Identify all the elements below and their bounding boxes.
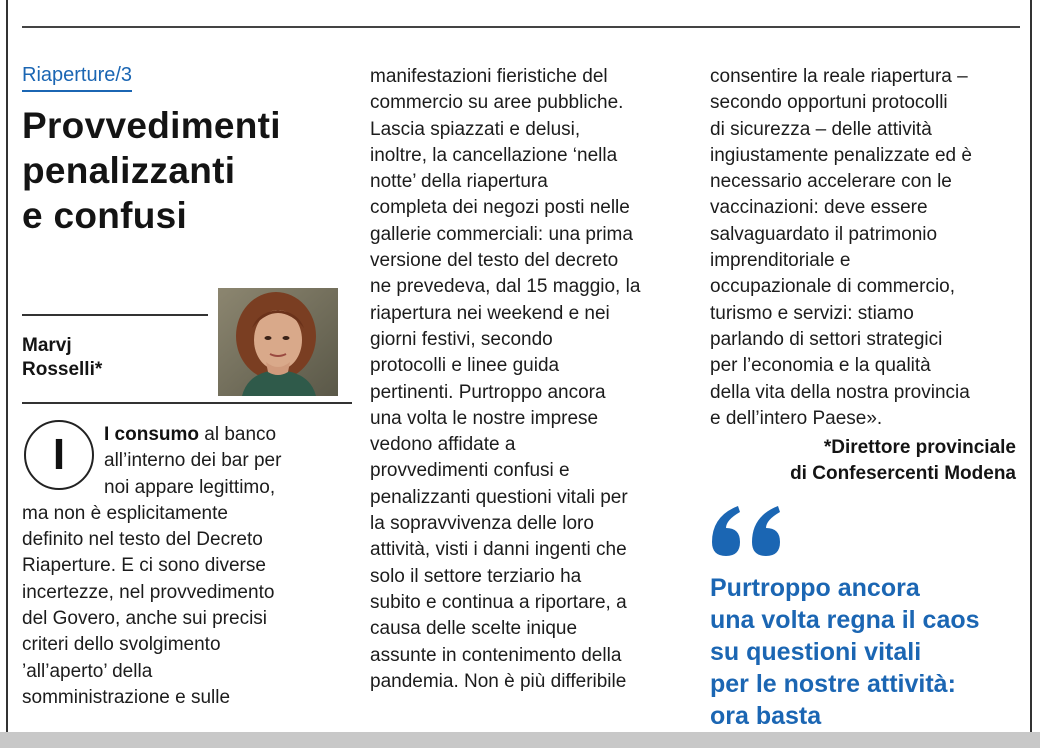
author-last-name: Rosselli*: [22, 359, 103, 380]
pull-quote: [710, 572, 1030, 732]
text-line: una volta le nostre imprese: [370, 407, 599, 429]
text-line: riapertura nei weekend e nei: [370, 302, 610, 324]
text-line: di sicurezza – delle attività: [710, 118, 932, 140]
text-line: secondo opportuni protocolli: [710, 92, 948, 114]
text-line: pandemia. Non è più differibile: [370, 670, 627, 692]
text-line: giorni festivi, secondo: [370, 328, 553, 350]
text-line: assunte in contenimento della: [370, 644, 622, 666]
text-line: ne prevedeva, dal 15 maggio, la: [370, 276, 641, 298]
text-span: al banco: [199, 424, 277, 445]
pull-quote-line: ora basta: [710, 702, 822, 730]
text-line: della vita della nostra provincia: [710, 381, 970, 403]
article-column-3: [710, 64, 1020, 432]
frame-right-border: [1030, 0, 1032, 732]
article-column-2: [370, 64, 690, 695]
text-line: solo il settore terziario ha: [370, 565, 582, 587]
text-line: ma non è esplicitamente: [22, 502, 228, 524]
headline: [22, 103, 342, 238]
text-line: noi appare legittimo,: [104, 476, 276, 498]
text-line: salvaguardato il patrimonio: [710, 223, 938, 245]
text-line: Riaperture. E ci sono diverse: [22, 555, 266, 577]
text-line: all’interno dei bar per: [104, 450, 282, 472]
text-line: attività, visti i danni ingenti che: [370, 539, 627, 561]
text-line: turismo e servizi: stiamo: [710, 302, 914, 324]
signature-line: *Direttore provinciale: [823, 437, 1016, 458]
article-column-1: [22, 422, 352, 711]
drop-cap: I: [24, 420, 94, 490]
quote-marks-icon: [708, 502, 788, 558]
text-line: inoltre, la cancellazione ‘nella: [370, 144, 618, 166]
text-line: consentire la reale riapertura –: [710, 66, 968, 87]
top-rule: [22, 26, 1020, 28]
text-line: gallerie commerciali: una prima: [370, 223, 633, 245]
text-line: parlando di settori strategici: [710, 328, 943, 350]
text-line: Lascia spiazzati e delusi,: [370, 118, 581, 140]
signature-line: di Confesercenti Modena: [790, 463, 1016, 484]
author-signature: [710, 435, 1016, 487]
frame-bottom-bar: [0, 732, 1040, 748]
headline-line: e confusi: [22, 195, 188, 236]
text-line: necessario accelerare con le: [710, 171, 952, 193]
text-line: manifestazioni fieristiche del: [370, 66, 608, 87]
author-name: [22, 334, 202, 382]
text-line: causa delle scelte inique: [370, 618, 578, 640]
pull-quote-line: su questioni vitali: [710, 638, 922, 666]
text-line: completa dei negozi posti nelle: [370, 197, 630, 219]
text-line: pertinenti. Purtroppo ancora: [370, 381, 606, 403]
section-label: Riaperture/3: [22, 64, 132, 92]
text-line: e dell’intero Paese».: [710, 407, 883, 429]
text-line: del Govero, anche sui precisi: [22, 608, 268, 630]
text-line: ingiustamente penalizzate ed è: [710, 144, 972, 166]
author-first-name: Marvj: [22, 335, 72, 356]
text-line: vedono affidate a: [370, 434, 516, 456]
text-line: criteri dello svolgimento: [22, 634, 221, 656]
text-line: subito e continua a riportare, a: [370, 591, 627, 613]
text-line: imprenditoriale e: [710, 250, 851, 272]
pull-quote-line: una volta regna il caos: [710, 606, 980, 634]
text-line: commercio su aree pubbliche.: [370, 92, 624, 114]
headline-line: Provvedimenti: [22, 105, 281, 146]
headline-line: penalizzanti: [22, 150, 236, 191]
text-line: versione del testo del decreto: [370, 250, 619, 272]
text-line: per l’economia e la qualità: [710, 355, 931, 377]
author-photo: [218, 288, 338, 396]
text-line: somministrazione e sulle: [22, 686, 231, 708]
text-line: incertezze, nel provvedimento: [22, 581, 275, 603]
body-rule: [22, 402, 352, 404]
text-line: provvedimenti confusi e: [370, 460, 570, 482]
text-line: vaccinazioni: deve essere: [710, 197, 928, 219]
pull-quote-line: Purtroppo ancora: [710, 574, 920, 602]
text-line: penalizzanti questioni vitali per: [370, 486, 628, 508]
text-line: definito nel testo del Decreto: [22, 529, 263, 551]
author-rule: [22, 314, 208, 316]
lead-bold-text: I consumo: [104, 424, 200, 445]
text-line: [22, 422, 352, 448]
text-line: notte’ della riapertura: [370, 171, 548, 193]
author-portrait-icon: [218, 288, 338, 396]
frame-left-border: [6, 0, 8, 732]
text-line: la sopravvivenza delle loro: [370, 513, 594, 535]
pull-quote-line: per le nostre attività:: [710, 670, 956, 698]
text-line: occupazionale di commercio,: [710, 276, 956, 298]
text-line: ’all’aperto’ della: [22, 660, 153, 682]
text-line: protocolli e linee guida: [370, 355, 560, 377]
